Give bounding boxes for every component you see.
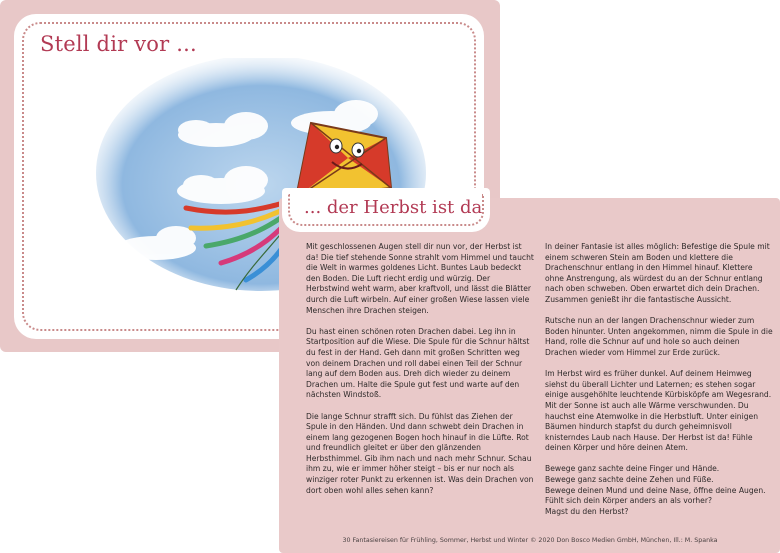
paragraph: Rutsche nun an der langen Drachenschnur wieder zum Boden hinunter. Unten angekommen, nimm die Spule in die Hand, rolle die Schnur auf und hole so auch deinen Drachen wieder vom Himmel zur Erde zurück. xyxy=(545,316,773,357)
text-column-left xyxy=(306,242,534,507)
paragraph: Im Herbst wird es früher dunkel. Auf deinem Heimweg siehst du überall Lichter und Laternen; es stehen sogar einige ausgehöhlte leuchtende Kürbisköpfe am Wegesrand. Mit der Sonne ist auch alle Wärme verschwunden. Du hauchst eine Atemwolke in die Herbstluft. Unter einigen Bäumen hindurch stapfst du durch geheimnisvoll knisterndes Laub nach Hause. Der Herbst ist da! Fühle deinen Körper und höre deinen Atem. xyxy=(545,369,772,453)
paragraph: Bewege ganz sachte deine Finger und Hände. Bewege ganz sachte deine Zehen und Füße. Bewege deinen Mund und deine Nase, öffne deine Augen. Fühlt sich dein Körper anders an als vorher? Magst du den Herbst? xyxy=(545,464,766,516)
front-title: Stell dir vor ... xyxy=(40,32,197,56)
paragraph: Du hast einen schönen roten Drachen dabei. Leg ihn in Startposition auf die Wiese. Die Spule für die Schnur hältst du fest in der Hand. Geh dann mit großen Schritten weg von deinem Drachen und roll dabei einen Teil der Schnur lang auf dem Boden aus. Dreh dich wieder zu deinem Drachen um. Halte die Spule gut fest und warte auf den nächsten Windstoß. xyxy=(306,326,530,400)
paragraph: In deiner Fantasie ist alles möglich: Befestige die Spule mit einem schweren Stein am Boden und klettere die Drachenschnur entlang in den Himmel hinauf. Klettere ohne Anstrengung, als würdest du an der Schnur entlang nach oben schweben. Oben erwartet dich dein Drachen. Zusammen genießt ihr die fantastische Aussicht. xyxy=(545,242,770,304)
back-subtitle: ... der Herbst ist da xyxy=(304,197,483,218)
copyright-footer: 30 Fantasiereisen für Frühling, Sommer, Herbst und Winter © 2020 Don Bosco Medien GmbH, München, Ill.: M. Spanka xyxy=(342,537,718,544)
paragraph: Mit geschlossenen Augen stell dir nun vor, der Herbst ist da! Die tief stehende Sonne strahlt vom Himmel und taucht die Welt in warmes goldenes Licht. Buntes Laub bedeckt den Boden. Die Luft riecht erdig und würzig. Der Herbstwind weht warm, aber kraftvoll, und lässt die Blätter durch die Luft wirbeln. Auf einer großen Wiese lassen viele Menschen ihre Drachen steigen. xyxy=(306,242,534,315)
paragraph: Die lange Schnur strafft sich. Du fühlst das Ziehen der Spule in den Händen. Und dann schwebt dein Drachen in einem lang gezogenen Bogen hoch hinauf in die Lüfte. Rot und freundlich gleitet er über den glänzenden Herbsthimmel. Gib ihm nach und nach mehr Schnur. Schau ihm zu, wie er immer höher steigt – bis er nur noch als winziger roter Punkt zu erkennen ist. Was dein Drachen von dort oben wohl alles sehen kann? xyxy=(306,411,534,495)
text-column-right xyxy=(545,242,773,528)
